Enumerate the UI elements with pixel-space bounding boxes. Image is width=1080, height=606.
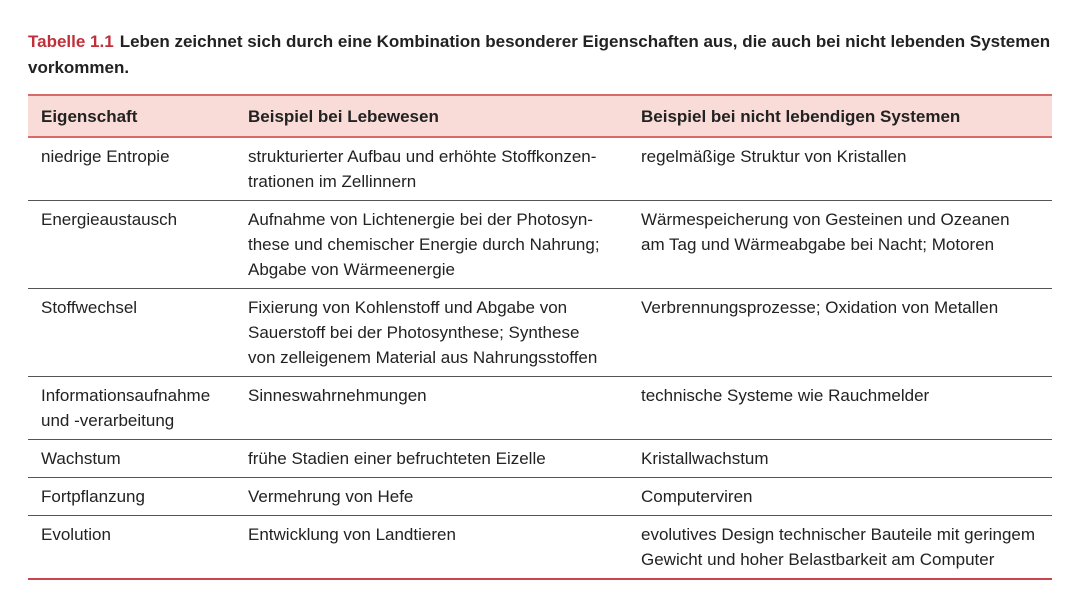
table-row (28, 377, 1052, 440)
cell-lebewesen: strukturierter Aufbau und erhöhte Stoffkonzen- trationen im Zellinnern (235, 137, 628, 201)
cell-eigenschaft: Stoffwechsel (28, 289, 235, 377)
cell-lebewesen: frühe Stadien einer befruchteten Eizelle (235, 440, 628, 478)
cell-nicht-lebendig: regelmäßige Struktur von Kristallen (628, 137, 1052, 201)
table-row (28, 516, 1052, 580)
cell-lebewesen: Aufnahme von Lichtenergie bei der Photosyn- these und chemischer Energie durch Nahrung; Abgabe von Wärmeenergie (235, 201, 628, 289)
header-eigenschaft: Eigenschaft (28, 95, 235, 137)
table-row (28, 289, 1052, 377)
cell-nicht-lebendig: Computerviren (628, 478, 1052, 516)
cell-nicht-lebendig: Kristallwachstum (628, 440, 1052, 478)
cell-eigenschaft: Evolution (28, 516, 235, 580)
cell-lebewesen: Sinneswahrnehmungen (235, 377, 628, 440)
properties-table (28, 94, 1052, 580)
table-row (28, 440, 1052, 478)
table-number: Tabelle 1.1 (28, 32, 114, 51)
cell-nicht-lebendig: Wärmespeicherung von Gesteinen und Ozeanen am Tag und Wärmeabgabe bei Nacht; Motoren (628, 201, 1052, 289)
cell-lebewesen: Vermehrung von Hefe (235, 478, 628, 516)
table-row (28, 201, 1052, 289)
cell-eigenschaft: Fortpflanzung (28, 478, 235, 516)
caption-text: Leben zeichnet sich durch eine Kombination besonderer Eigenschaften aus, die auch bei nicht lebenden Systemen vorkommen. (28, 32, 1051, 77)
header-lebewesen: Beispiel bei Lebewesen (235, 95, 628, 137)
cell-eigenschaft: niedrige Entropie (28, 137, 235, 201)
cell-nicht-lebendig: Verbrennungsprozesse; Oxidation von Metallen (628, 289, 1052, 377)
cell-eigenschaft: Energieaustausch (28, 201, 235, 289)
header-row (28, 95, 1052, 137)
table-body (28, 137, 1052, 579)
table-header (28, 95, 1052, 137)
cell-lebewesen: Fixierung von Kohlenstoff und Abgabe von Sauerstoff bei der Photosynthese; Synthese von zelleigenem Material aus Nahrungsstoffen (235, 289, 628, 377)
cell-lebewesen: Entwicklung von Landtieren (235, 516, 628, 580)
table-row (28, 478, 1052, 516)
cell-nicht-lebendig: evolutives Design technischer Bauteile mit geringem Gewicht und hoher Belastbarkeit am Computer (628, 516, 1052, 580)
cell-eigenschaft: Wachstum (28, 440, 235, 478)
table-caption (28, 29, 1053, 81)
cell-eigenschaft: Informationsaufnahme und -verarbeitung (28, 377, 235, 440)
cell-nicht-lebendig: technische Systeme wie Rauchmelder (628, 377, 1052, 440)
header-nicht-lebendig: Beispiel bei nicht lebendigen Systemen (628, 95, 1052, 137)
table-row (28, 137, 1052, 201)
